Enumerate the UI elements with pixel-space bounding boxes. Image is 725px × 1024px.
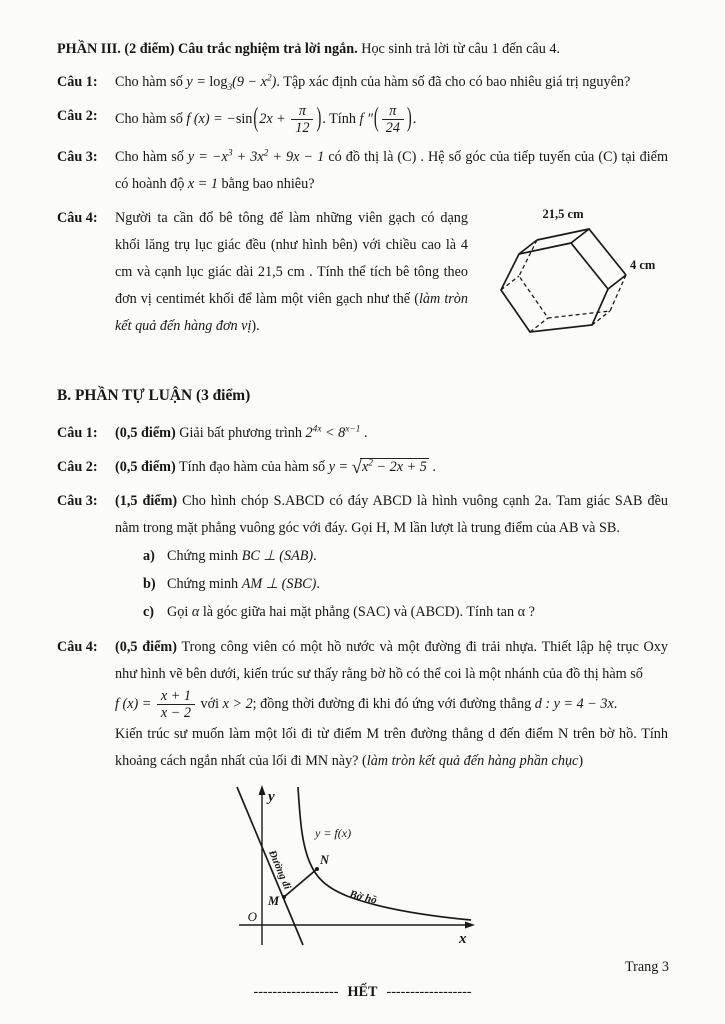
prism-top-dimension: 21,5 cm [542,206,584,221]
p3-q4-italic-note: làm tròn kết quả đến hàng đơn vị [115,290,468,334]
p3-q4-close: ). [251,317,260,334]
sub-item-c: c) Gọi α là góc giữa hai mặt phẳng (SAC) và (ABCD). Tính tan α ? [143,603,535,620]
p3-q1-post: . Tập xác định của hàm số đã cho có bao nhiêu giá trị nguyên? [276,73,631,90]
graph-path-label: Đường đi [266,849,293,892]
p3-q2-formula-1: f (x) = −sin(2x + $\frac{\pi}{12}$ ) [186,102,322,137]
pB-q2-body [115,454,668,481]
partB-heading: B. PHẦN TỰ LUẬN (3 điểm) [57,386,251,404]
pB-q4-label: Câu 4: [57,638,98,655]
p3-q3-body [115,144,668,198]
p3-q1-label: Câu 1: [57,73,98,90]
p3-q1-body [115,69,668,96]
p3-q3-formula: $y = -x^3 + 3x^2 + 9x - 1$ [187,147,325,165]
graph-curve-label: y = f(x) [315,826,352,841]
p3-question-4 [57,205,668,365]
pB-q1-points: (0,5 điểm) [115,424,176,441]
p3-q2-pre: Cho hàm số [115,111,187,128]
pB-q3-points: (1,5 điểm) [115,492,178,509]
p3-q4-body [115,205,668,365]
graph-shore-label: Bờ hồ [348,888,378,907]
coordinate-graph-svg [219,785,481,957]
pB-q1-post: . [360,424,368,441]
pB-q2-points: (0,5 điểm) [115,458,176,475]
pB-q1-formula: $2^{4x} < 8^{x-1}$ [305,424,361,441]
part3-heading-bold: PHẦN III. (2 điểm) Câu trắc nghiệm trả lời ngắn. [57,41,358,57]
pB-q4-text1: (0,5 điểm) Trong công viên có một hồ nước và một đường đi trải nhựa. Thiết lập hệ trục Oxy như hình vẽ bên dưới, kiến trúc sư thấy rằng bờ hồ có thể coi là một nhánh của đồ thị hàm số [115,638,668,682]
hexagonal-prism-figure [478,205,668,363]
p3-q3-formula-2: x = 1 [187,175,218,192]
p3-q1-formula: $y = \log_3(9 - x^2)$ [186,73,277,93]
sub-item-a: a) Chứng minh BC ⊥ (SAB). [143,547,317,564]
pB-q2-pre: Tính đạo hàm của hàm số [175,458,329,475]
end-dashes-right: ------------------ [386,984,472,1001]
p3-q2-formula-2: f ″( $\frac{\pi}{24}$ ) [359,102,412,137]
pB-q1-body [115,420,668,447]
p3-q2-body [115,103,668,137]
p3-q2-post: . [412,111,417,128]
p3-q3-post: bằng bao nhiêu? [217,175,315,192]
pB-question-3 [57,488,668,627]
p3-q4-label: Câu 4: [57,209,98,226]
pB-q4-text2: Kiến trúc sư muốn làm một lối đi từ điểm M trên đường thẳng d đến điểm N trên bờ hồ. Tính khoảng cách ngắn nhất của lối đi MN này? (làm tròn kết quả đến hàng phần chục) [115,726,668,770]
end-dashes-left: ------------------ [253,984,339,1001]
p3-q4-text: Người ta cần đổ bê tông để làm những viên gạch có dạng khối lăng trụ lục giác đều (như hình bên) với chiều cao là 4 cm và cạnh lục giác dài 21,5 cm . Tính thể tích bê tông theo đơn vị centimét khối để làm một viên gạch như thế ( [115,209,468,307]
pB-q4-italic-note: làm tròn kết quả đến hàng phần chục [366,753,579,770]
page-number: Trang 3 [624,959,669,975]
pB-q3-label: Câu 3: [57,492,98,509]
prism-side-dimension: 4 cm [630,257,656,272]
p3-q2-label: Câu 2: [57,107,98,124]
end-marker [57,979,668,1006]
p3-question-2 [57,103,668,137]
pB-q2-formula: $y = √x^2 - 2x + 5$ [328,457,427,479]
graph-point-n-label: N [320,853,330,868]
p3-q3-label: Câu 3: [57,148,98,165]
pB-q3-body [115,488,668,627]
p3-question-1 [57,69,668,96]
part3-heading-rest: Học sinh trả lời từ câu 1 đến câu 4. [357,41,561,57]
pB-q2-label: Câu 2: [57,458,98,475]
p3-q3-mid: có đồ thị là (C) . Hệ số góc của tiếp tuyến của (C) tại điểm có hoành độ [115,148,668,192]
p3-question-3 [57,144,668,198]
pB-q2-post: . [428,458,436,475]
graph-origin-label: O [247,909,257,925]
pB-q3-text: (1,5 điểm) Cho hình chóp S.ABCD có đáy ABCD là hình vuông cạnh 2a. Tam giác SAB đều nằm trong mặt phẳng vuông góc với đáy. Gọi H, M lần lượt là trung điểm của AB và SB. [115,492,668,536]
graph-x-axis-label: x [459,931,467,948]
coordinate-graph-figure [219,785,481,967]
pB-q1-label: Câu 1: [57,424,98,441]
sub-item-b: b) Chứng minh AM ⊥ (SBC). [143,575,320,592]
graph-point-m-label: M [268,894,280,909]
pB-q1-pre: Giải bất phương trình [175,424,306,441]
pB-question-1 [57,420,668,447]
pB-q4-points: (0,5 điểm) [115,638,177,655]
p3-q1-pre: Cho hàm số [115,73,187,90]
pB-question-2 [57,454,668,481]
pB-question-4 [57,634,668,972]
part3-heading [57,36,668,63]
p3-q2-mid: . Tính [322,111,360,128]
end-label: HẾT [347,984,378,1001]
p3-q3-pre: Cho hàm số [115,148,188,165]
graph-y-axis-label: y [268,789,275,806]
pB-q4-formula-line: f (x) = $\frac{x + 1}{x - 2}$ với x > 2; đồng thời đường đi khi đó ứng với đường thẳng d : y = 4 − 3x. [115,687,618,722]
hexagonal-prism-svg [478,205,668,353]
pB-q4-body [115,634,668,972]
